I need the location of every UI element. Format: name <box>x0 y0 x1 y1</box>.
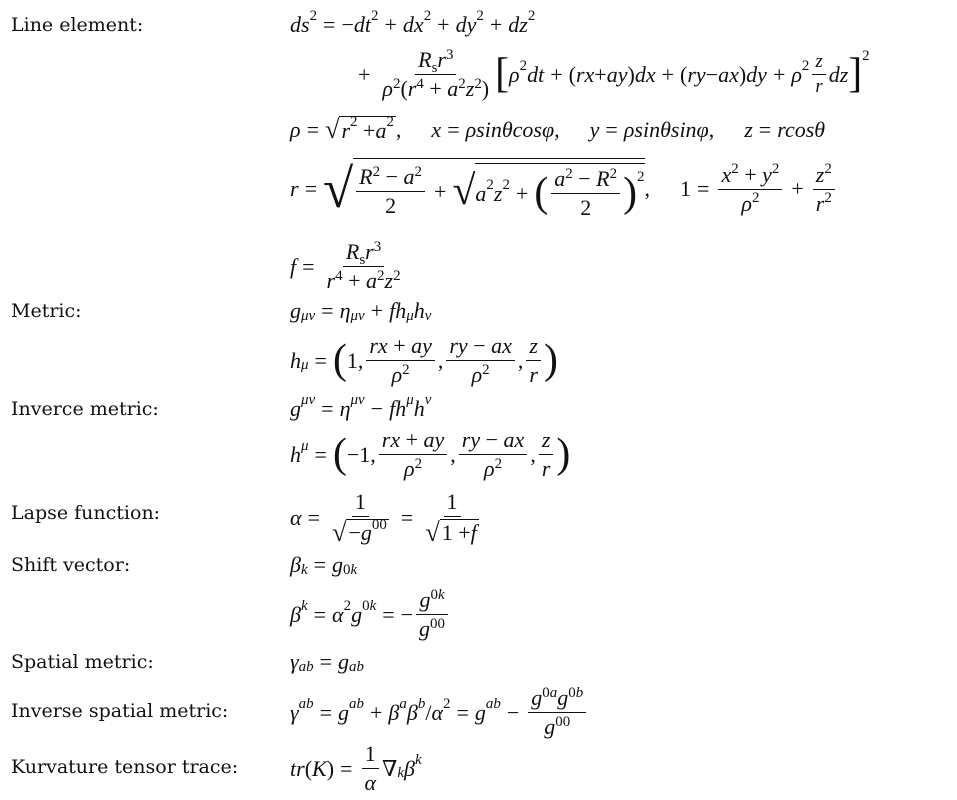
eq-shift-lower: β k = g 0k <box>290 552 358 578</box>
eq-line-element: ds 2 = − dt 2 + dx 2 + dy 2 + dz 2 <box>290 8 536 37</box>
label-trace: Kurvature tensor trace: <box>11 756 239 778</box>
eq-trace: tr ( K ) = $\frac{1}{\alpha}$ ∇ k β k <box>290 741 422 796</box>
eq-lapse: α = 1 √ − g 00 = 1 √ 1 + f <box>290 489 477 548</box>
label-inverce-metric: Inverce metric: <box>11 398 159 420</box>
label-metric: Metric: <box>11 300 82 322</box>
eq-r: r = √ $\frac{R^2 - a^2}{2}$ + √ a 2 z 2 + ( $\frac{a^2 - R^2}{2}$ ) 2 , 1 = $\frac{x^2 + y^2}{\rho^2}$ + $\frac{z^2}{r^2}$ <box>290 158 838 220</box>
label-inverse-spatial: Inverse spatial metric: <box>11 700 229 722</box>
eq-h-upper: h μ = ( −1, $\frac{rx + ay}{\rho^2}$ , $\frac{ry - ax}{\rho^2}$ , $\frac{z}{r}$ ) <box>290 427 571 482</box>
eq-inverse-spatial: γ ab = g ab + β a β b / α 2 = g ab − $\frac{g^{0a}g^{0b}}{g^{00}}$ <box>290 686 589 739</box>
eq-f: f = $\frac{R_sr^3}{r^4 + a^2z^2}$ <box>290 238 401 294</box>
eq-line-element-cont: + $\frac{R_sr^3}{\rho^2(r^4 + a^2z^2)}$ [ ρ 2 dt + ( rx + ay ) dx + ( ry − ax ) dy + ρ 2 $\frac{z}{r}$ dz ] 2 <box>358 46 870 102</box>
label-spatial: Spatial metric: <box>11 651 154 673</box>
eq-metric: g μν = η μν + fh μ h ν <box>290 298 432 324</box>
label-shift: Shift vector: <box>11 554 131 576</box>
eq-h-lower: h μ = ( 1, $\frac{rx + ay}{\rho^2}$ , $\frac{ry - ax}{\rho^2}$ , $\frac{z}{r}$ ) <box>290 333 558 388</box>
eq-spatial: γ ab = g ab <box>290 649 364 675</box>
eq-rho: ρ = √ r 2 + a 2 , x = ρsinθcosφ , y = ρsinθsinφ , z = rcosθ <box>290 114 826 144</box>
frac-rs-r3: $\frac{R_sr^3}{\rho^2(r^4 + a^2z^2)}$ <box>382 46 490 102</box>
label-line-element: Line element: <box>11 14 144 36</box>
eq-shift-upper: β k = α 2 g 0k = − $\frac{g^{0k}}{g^{00}}$ <box>290 588 451 641</box>
eq-inverse-metric: g μν = η μν − fh μ h ν <box>290 392 432 421</box>
label-lapse: Lapse function: <box>11 502 161 524</box>
